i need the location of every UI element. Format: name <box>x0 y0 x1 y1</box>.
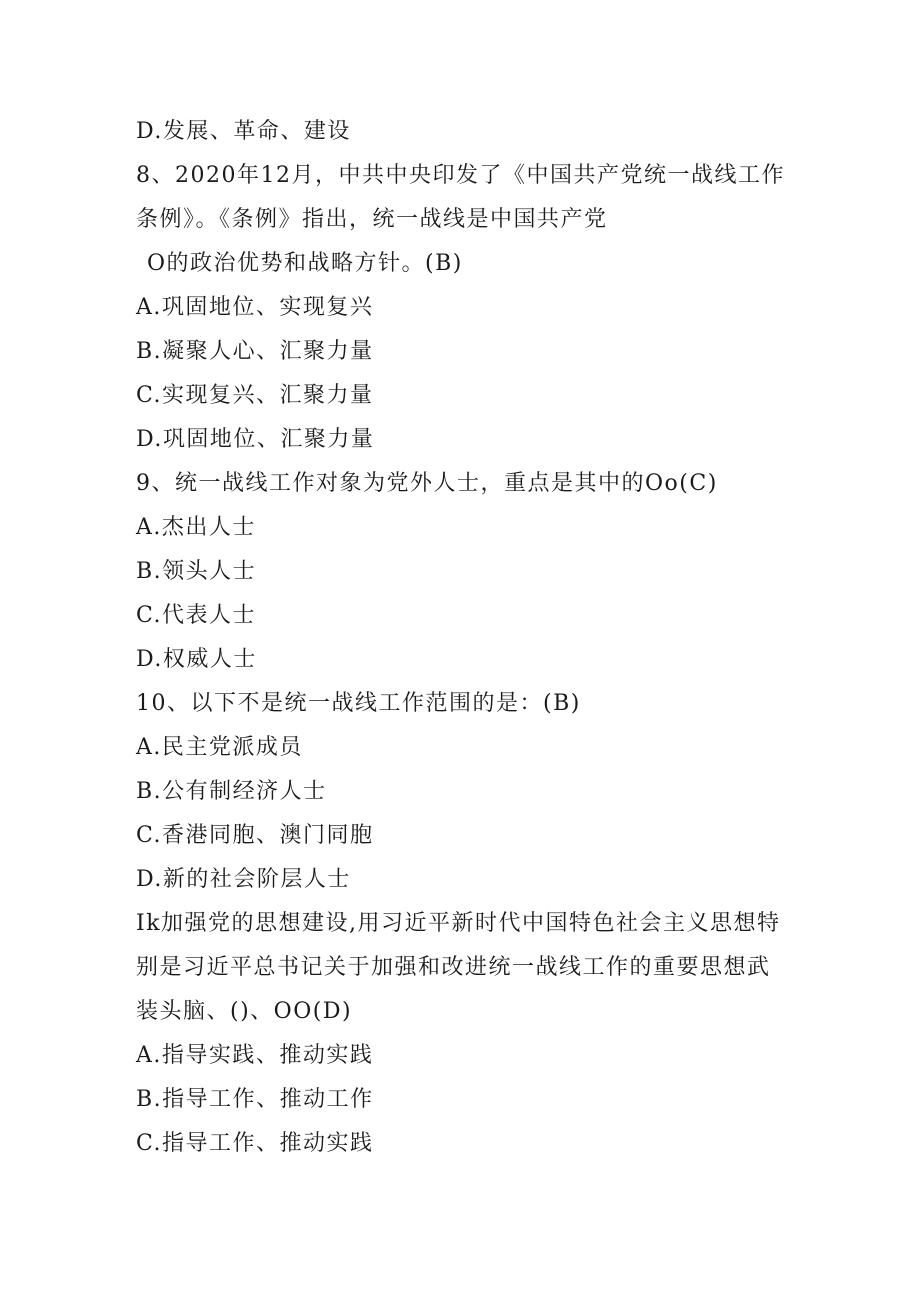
option-10d: D.新的社会阶层人士 <box>136 867 351 892</box>
option-9d: D.权威人士 <box>136 647 257 672</box>
option-11a: A.指导实践、推动实践 <box>136 1043 374 1068</box>
option-8c: C.实现复兴、汇聚力量 <box>136 383 374 408</box>
option-7d: D.发展、革命、建设 <box>136 119 351 144</box>
option-11c: C.指导工作、推动实践 <box>136 1131 374 1156</box>
option-9a: A.杰出人士 <box>136 515 256 540</box>
option-9c: C.代表人士 <box>136 603 257 628</box>
question-8-line-2: 条例》。《条例》指出，统一战线是中国共产党 <box>136 207 608 232</box>
question-11-line-1: Ik加强党的思想建设,用习近平新时代中国特色社会主义思想特 <box>136 911 781 936</box>
question-10: 10、以下不是统一战线工作范围的是：(B) <box>136 691 581 716</box>
question-8-line-1: 8、2020年12月，中共中央印发了《中国共产党统一战线工作 <box>136 163 785 188</box>
option-8b: B.凝聚人心、汇聚力量 <box>136 339 374 364</box>
option-10a: A.民主党派成员 <box>136 735 303 760</box>
option-9b: B.领头人士 <box>136 559 257 584</box>
option-8a: A.巩固地位、实现复兴 <box>136 295 374 320</box>
question-9: 9、统一战线工作对象为党外人士，重点是其中的Oo(C) <box>136 471 718 496</box>
question-11-line-3: 装头脑、()、OO(D) <box>136 999 353 1024</box>
option-8d: D.巩固地位、汇聚力量 <box>136 427 375 452</box>
question-8-line-3: O的政治优势和战略方针。(B) <box>147 251 463 276</box>
question-11-line-2: 别是习近平总书记关于加强和改进统一战线工作的重要思想武 <box>136 955 771 980</box>
option-10c: C.香港同胞、澳门同胞 <box>136 823 374 848</box>
option-11b: B.指导工作、推动工作 <box>136 1087 374 1112</box>
option-10b: B.公有制经济人士 <box>136 779 327 804</box>
